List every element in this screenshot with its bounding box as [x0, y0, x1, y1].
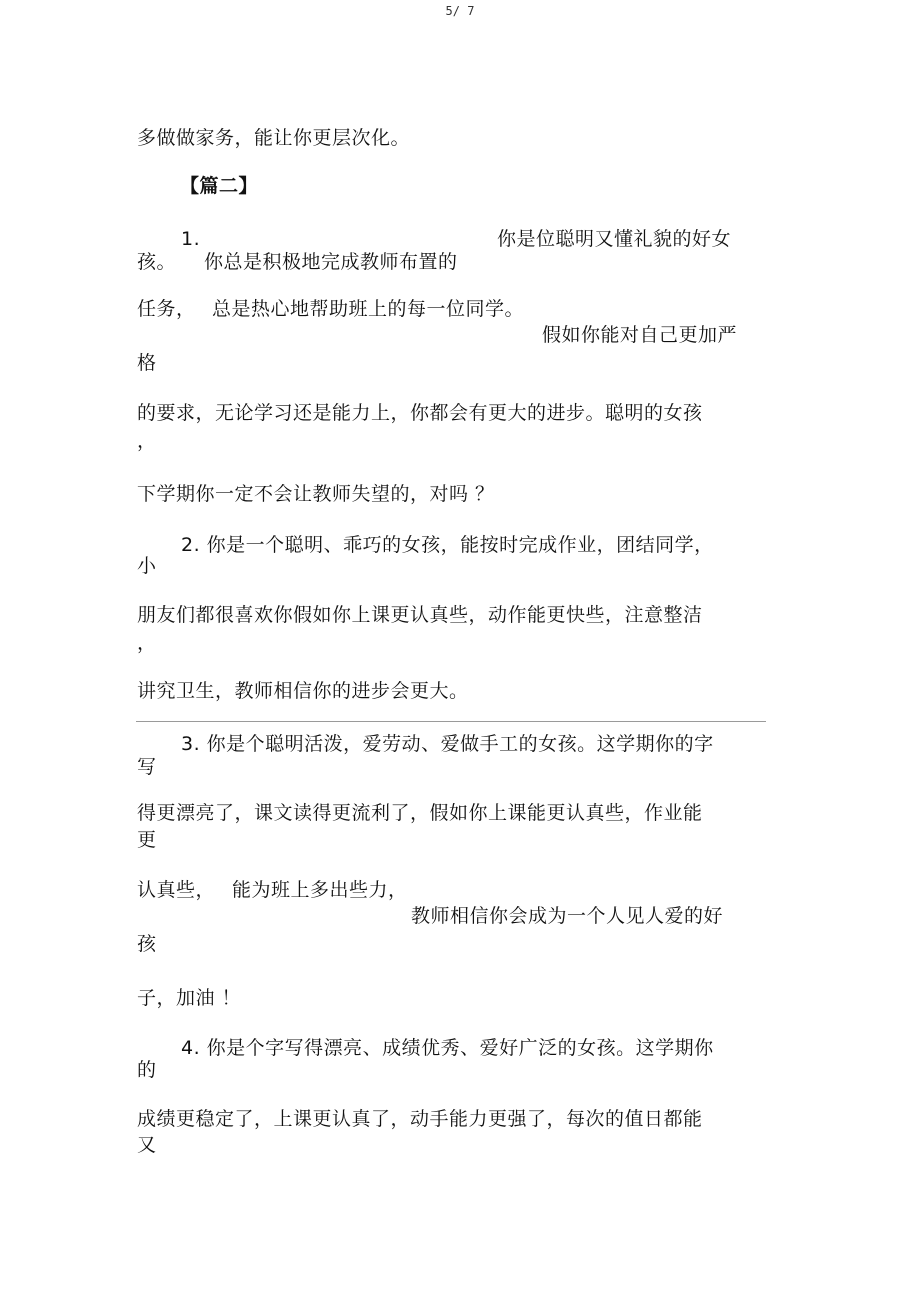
text-line: 你总是积极地完成教师布置的 — [204, 251, 458, 273]
text-line: 的 — [137, 1059, 157, 1081]
text-line: 教师相信你会成为一个人见人爱的好 — [411, 905, 724, 927]
page-number: 5/ 7 — [445, 4, 475, 18]
text-line: ， — [137, 632, 157, 654]
text-line: 得更漂亮了，课文读得更流利了，假如你上课能更认真些，作业能 — [137, 802, 703, 824]
text-line: 任务， — [137, 298, 196, 320]
text-line: 格 — [137, 352, 157, 374]
text-line: 成绩更稳定了，上课更认真了，动手能力更强了，每次的值日都能 — [137, 1108, 703, 1130]
text-line: 下学期你一定不会让教师失望的，对吗 ？ — [137, 483, 495, 505]
text-line: 假如你能对自己更加严 — [542, 324, 738, 346]
section-heading: 【篇二】 — [180, 175, 259, 197]
text-line: 的要求，无论学习还是能力上，你都会有更大的进步。聪明的女孩 — [137, 402, 703, 424]
text-line: 孩 — [137, 933, 157, 955]
text-line: 2. 你是一个聪明、乖巧的女孩，能按时完成作业，团结同学， — [181, 534, 714, 556]
text-line: 多做做家务，能让你更层次化。 — [137, 127, 411, 149]
text-line: 更 — [137, 829, 157, 851]
text-line: 4. 你是个字写得漂亮、成绩优秀、爱好广泛的女孩。这学期你 — [181, 1037, 714, 1059]
text-line: 孩。 — [137, 251, 177, 273]
text-line: 能为班上多出些力， — [232, 879, 408, 901]
text-line: 子，加油 ！ — [137, 987, 242, 1009]
text-line: 总是热心地帮助班上的每一位同学。 — [212, 298, 525, 320]
text-line: 又 — [137, 1134, 157, 1156]
item-number: 1. — [181, 228, 201, 250]
divider-line — [136, 721, 766, 722]
text-line: 你是位聪明又懂礼貌的好女 — [497, 228, 732, 250]
text-line: 讲究卫生，教师相信你的进步会更大。 — [137, 680, 469, 702]
text-line: 认真些， — [137, 879, 216, 901]
text-line: 小 — [137, 555, 157, 577]
text-line: 3. 你是个聪明活泼，爱劳动、爱做手工的女孩。这学期你的字 — [181, 733, 714, 755]
text-line: 朋友们都很喜欢你假如你上课更认真些，动作能更快些，注意整洁 — [137, 604, 703, 626]
text-line: 写 — [137, 756, 157, 778]
text-line: ， — [137, 430, 157, 452]
